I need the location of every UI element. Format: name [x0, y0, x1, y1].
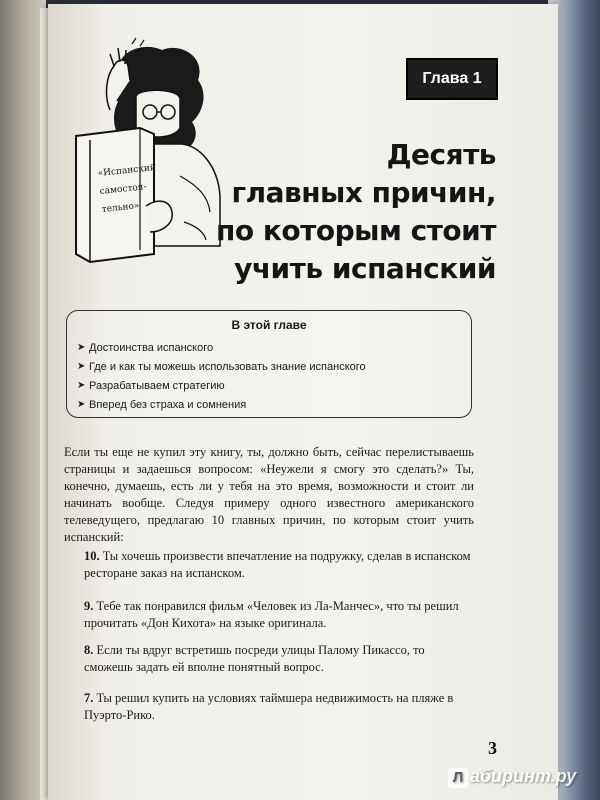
reason-text: Если ты вдруг встретишь посреди улицы Палому Пикассо, то сможешь задать ей вполне понятный вопрос. [84, 643, 425, 674]
watermark-badge: Л [448, 768, 468, 788]
chapter-title [196, 136, 496, 288]
labirint-watermark [448, 766, 576, 788]
arrow-icon: ➤ [77, 399, 86, 410]
reason-text: Тебе так понравился фильм «Человек из Ла-Манчес», что ты решил прочитать «Дон Кихота» на языке оригинала. [84, 599, 459, 630]
contents-item [77, 395, 471, 414]
reason-number: 7. [84, 691, 94, 705]
reason-item [84, 642, 474, 676]
chapter-title-line: по которым стоит [216, 214, 496, 247]
contents-item-label: Разрабатываем стратегию [89, 379, 225, 392]
arrow-icon: ➤ [77, 342, 86, 353]
chapter-label: Глава 1 [406, 58, 498, 100]
arrow-icon: ➤ [77, 361, 86, 372]
arrow-icon: ➤ [77, 380, 86, 391]
chapter-title-line: Десять [386, 138, 496, 171]
book-text-line-1: «Испанский [97, 162, 157, 179]
reason-number: 9. [84, 599, 94, 613]
contents-item [77, 357, 471, 376]
chapter-contents-box [66, 310, 472, 418]
reason-item [84, 598, 474, 632]
chapter-title-line: главных причин, [231, 176, 496, 209]
reason-item [84, 690, 474, 724]
watermark-text: абиринт.ру [470, 766, 577, 786]
page-number: 3 [488, 738, 497, 758]
reason-number: 8. [84, 643, 94, 657]
book-text-line-2: самостоя- [99, 182, 148, 197]
contents-item-label: Достоинства испанского [89, 341, 214, 354]
reason-text: Ты решил купить на условиях таймшера недвижимость на пляже в Пуэрто-Рико. [84, 691, 454, 722]
reason-item [84, 548, 474, 582]
book-text-line-3: тельно» [101, 201, 140, 215]
reason-text: Ты хочешь произвести впечатление на подружку, сделав в испанском ресторане заказ на испанском. [84, 549, 471, 580]
chapter-title-line: учить испанский [234, 252, 496, 285]
contents-item [77, 338, 471, 357]
contents-item-label: Где и как ты можешь использовать знание испанского [89, 360, 366, 373]
contents-item [77, 376, 471, 395]
intro-paragraph [64, 444, 474, 546]
contents-title: В этой главе [231, 318, 307, 332]
intro-text: Если ты еще не купил эту книгу, ты, должно быть, сейчас перелистываешь страницы и задаешься вопросом: «Неужели я смогу это сделать?» Ты, конечно, думаешь, есть ли у тебя на это время, возможности и стоит ли начинать вообще. Следуя примеру одного известного американского телеведущего, предлагаю 10 главных причин, по которым стоит учить испанский: [64, 445, 474, 544]
contents-item-label: Вперед без страха и сомнения [89, 398, 247, 411]
reason-number: 10. [84, 549, 100, 563]
